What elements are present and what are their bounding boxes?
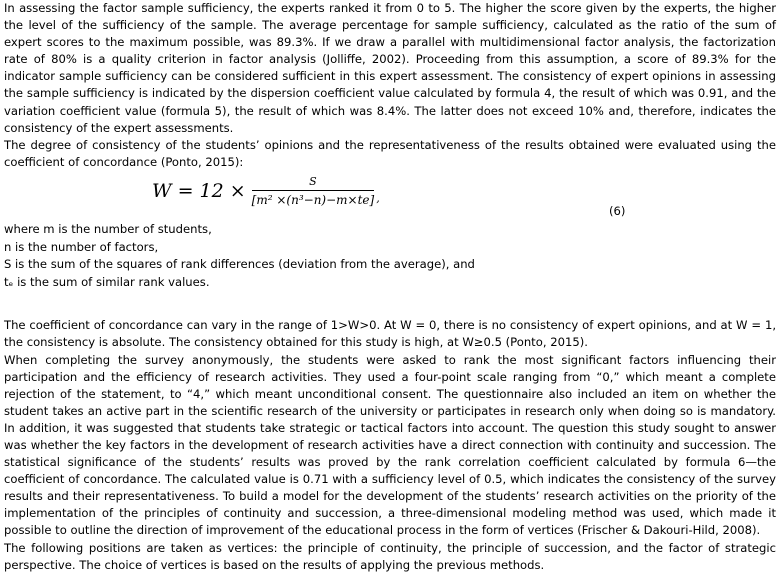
paragraph-concordance-range: The coefficient of concordance can vary in the range of 1>W>0. At W = 0, there is no consistency of expert opinions, and at W = 1, the consistency is absolute. The consistency obtained for this study is high, at W≥0.5 (Ponto, 2015).: [4, 318, 776, 350]
definition-s: S is the sum of the squares of rank differences (deviation from the average), and: [4, 257, 475, 272]
formula-lhs: W = 12 ×: [152, 179, 246, 202]
concordance-formula: [152, 175, 380, 207]
formula-trailing-comma: ,: [376, 191, 380, 205]
definition-te: tₑ is the sum of similar rank values.: [4, 274, 210, 289]
equation-number: (6): [609, 203, 626, 218]
equation-6: [4, 171, 776, 227]
paragraph-concordance-intro: The degree of consistency of the students’ opinions and the representativeness of the results obtained were evaluated using the coefficient of concordance (Ponto, 2015):: [4, 137, 776, 169]
formula-fraction: [252, 175, 375, 207]
formula-numerator: S: [309, 174, 317, 188]
paragraph-gap: [4, 291, 776, 317]
definition-n: n is the number of factors,: [4, 239, 159, 254]
document-page: [4, 0, 776, 574]
paragraph-survey-method: When completing the survey anonymously, the students were asked to rank the most significant factors influencing their participation and the efficiency of research activities. They used a four-point scale ranging from “0,” which meant a complete rejection of the statement, to “4,” which meant unconditional consent. The questionnaire also included an item on whether the student takes an active part in the scientific research of the university or participates in research only when doing so is mandatory. In addition, it was suggested that students take strategic or tactical factors into account. The question this study sought to answer was whether the key factors in the development of research activities have a direct connection with continuity and succession. The statistical significance of the students’ results was proved by the rank correlation coefficient calculated by formula 6—the coefficient of concordance. The calculated value is 0.71 with a sufficiency level of 0.5, which indicates the consistency of the survey results and their representativeness. To build a model for the development of the students’ research activities on the priority of the implementation of the principles of continuity and succession, a three-dimensional modeling method was used, which made it possible to outline the direction of improvement of the educational process in the form of vertices (Frischer & Dakouri-Hild, 2008).: [4, 352, 776, 538]
definition-m: where m is the number of students,: [4, 221, 212, 236]
paragraph-vertices: The following positions are taken as vertices: the principle of continuity, the principle of succession, and the factor of strategic perspective. The choice of vertices is based on the results of applying the previous methods.: [4, 540, 776, 572]
formula-denominator: [m² ×(n³−n)−m×te]: [252, 190, 375, 207]
paragraph-sample-sufficiency: In assessing the factor sample sufficiency, the experts ranked it from 0 to 5. The higher the score given by the experts, the higher the level of the sufficiency of the sample. The average percentage for sample sufficiency, calculated as the ratio of the sum of expert scores to the maximum possible, was 89.3%. If we draw a parallel with multidimensional factor analysis, the factorization rate of 80% is a quality criterion in factor analysis (Jolliffe, 2002). Proceeding from this assumption, a score of 89.3% for the indicator sample sufficiency can be considered sufficient in this expert assessment. The consistency of expert opinions in assessing the sample sufficiency is indicated by the dispersion coefficient value calculated by formula 4, the result of which was 0.91, and the variation coefficient value (formula 5), the result of which was 8.4%. The latter does not exceed 10% and, therefore, indicates the consistency of the expert assessments.: [4, 1, 776, 135]
variable-definitions: [4, 221, 776, 291]
